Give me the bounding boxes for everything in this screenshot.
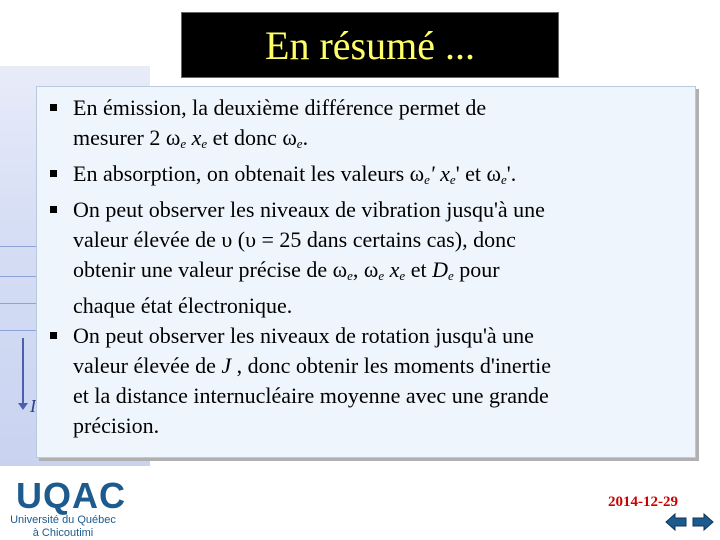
bullet-text: et la distance internucléaire moyenne avec une grande xyxy=(73,383,549,408)
background-axis-arrow xyxy=(22,338,24,404)
bullet-text: chaque état électronique. xyxy=(73,293,293,318)
bullet-item xyxy=(37,93,687,159)
bullet-item xyxy=(37,159,687,195)
bullet-text: et donc ω xyxy=(207,125,297,150)
uqac-logo xyxy=(6,475,126,540)
subscript: e xyxy=(449,172,456,187)
bullet-list xyxy=(37,93,687,441)
bullet-text: x xyxy=(186,125,202,150)
bullet-text: précision. xyxy=(73,413,160,438)
bullet-text: valeur élevée de xyxy=(73,353,222,378)
bullet-text: , ω xyxy=(352,257,379,282)
subscript: e xyxy=(180,136,187,151)
subscript: e xyxy=(378,268,385,283)
bullet-text: , donc obtenir les moments d'inertie xyxy=(231,353,552,378)
content-panel xyxy=(36,86,696,458)
bullet-text: valeur élevée de υ (υ = 25 dans certains cas), donc xyxy=(73,227,516,252)
bullet-square-icon xyxy=(50,170,57,177)
background-axis-letter: I xyxy=(30,396,36,416)
bullet-text: On peut observer les niveaux de vibration jusqu'à une xyxy=(73,197,545,222)
bullet-text: En émission, la deuxième différence permet de xyxy=(73,95,487,120)
bullet-text: On peut observer les niveaux de rotation jusqu'à une xyxy=(73,323,534,348)
bullet-text: pour xyxy=(453,257,500,282)
logo-subtitle-line: à Chicoutimi xyxy=(32,527,94,539)
logo-subtitle-line: Université du Québec xyxy=(10,514,116,526)
bullet-text: et xyxy=(405,257,433,282)
bullet-text: x xyxy=(384,257,400,282)
slide-title: En résumé ... xyxy=(265,22,475,68)
bullet-text: En absorption, on obtenait les valeurs ω xyxy=(73,161,425,186)
back-arrow-icon[interactable] xyxy=(664,512,688,537)
bullet-text: D xyxy=(432,257,448,282)
logo-word: UQAC xyxy=(16,475,126,516)
bullet-text: mesurer 2 ω xyxy=(73,125,181,150)
subscript: e xyxy=(501,172,507,187)
subscript: e xyxy=(296,136,303,151)
title-box xyxy=(181,12,559,78)
subscript: e xyxy=(201,136,208,151)
bullet-text: ' et ω xyxy=(455,161,502,186)
bullet-text: ' x xyxy=(429,161,450,186)
bullet-item xyxy=(37,321,687,441)
forward-arrow-icon[interactable] xyxy=(691,512,715,537)
bullet-text: . xyxy=(302,125,309,150)
bullet-square-icon xyxy=(50,332,57,339)
bullet-text: '. xyxy=(506,161,517,186)
slide-date: 2014-12-29 xyxy=(608,494,678,510)
bullet-square-icon xyxy=(50,206,57,213)
subscript: e xyxy=(447,268,454,283)
bullet-text: obtenir une valeur précise de ω xyxy=(73,257,348,282)
subscript: e xyxy=(424,172,430,187)
slide-navigation xyxy=(664,512,715,537)
subscript: e xyxy=(399,268,406,283)
bullet-square-icon xyxy=(50,104,57,111)
subscript: e xyxy=(347,268,353,283)
bullet-item xyxy=(37,195,687,321)
bullet-text: J xyxy=(221,353,232,378)
